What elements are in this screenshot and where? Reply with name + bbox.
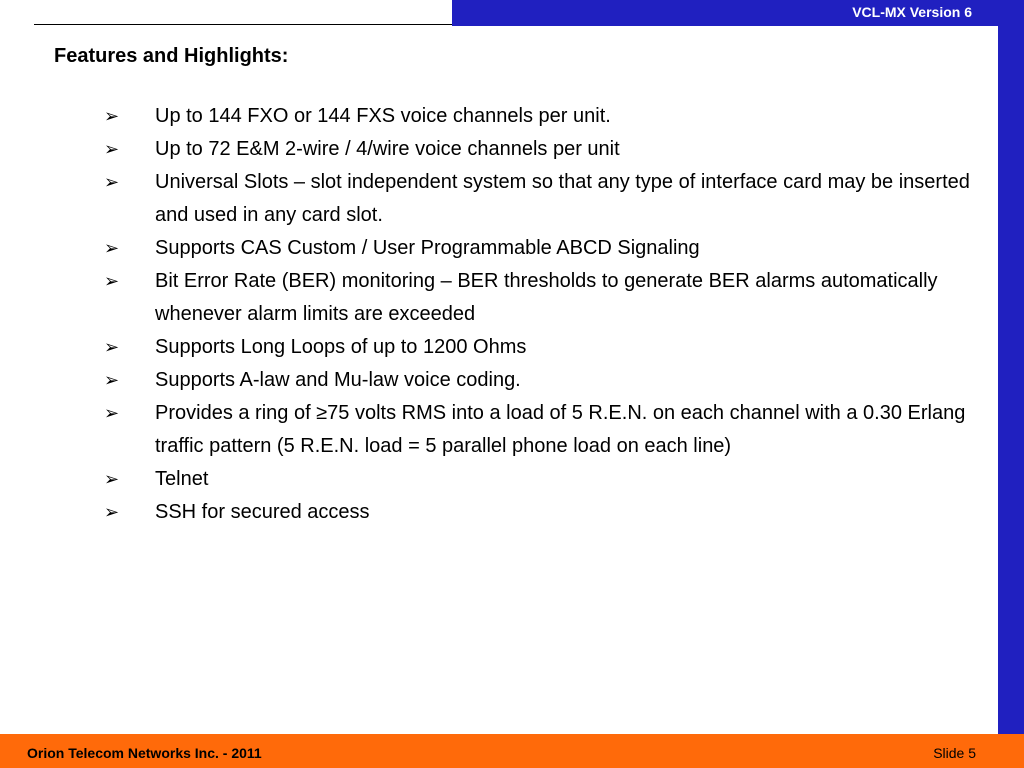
list-item-text: Supports A-law and Mu-law voice coding. bbox=[155, 369, 521, 391]
arrow-bullet-icon: ➢ bbox=[104, 172, 120, 192]
list-item-text: Supports CAS Custom / User Programmable ABCD Signaling bbox=[155, 237, 700, 259]
list-item bbox=[104, 331, 974, 364]
list-item bbox=[104, 166, 974, 232]
header-title: VCL-MX Version 6 bbox=[852, 4, 972, 20]
list-item-text: Provides a ring of ≥75 volts RMS into a load of 5 R.E.N. on each channel with a 0.30 Erlang traffic pattern (5 R.E.N. load = 5 parallel phone load on each line) bbox=[155, 402, 966, 457]
list-item-text: SSH for secured access bbox=[155, 501, 370, 523]
list-item-text: Supports Long Loops of up to 1200 Ohms bbox=[155, 336, 527, 358]
arrow-bullet-icon: ➢ bbox=[104, 370, 120, 390]
list-item-text: Telnet bbox=[155, 468, 209, 490]
list-item bbox=[104, 133, 974, 166]
arrow-bullet-icon: ➢ bbox=[104, 106, 120, 126]
slide-number: Slide 5 bbox=[933, 745, 976, 761]
arrow-bullet-icon: ➢ bbox=[104, 469, 120, 489]
arrow-bullet-icon: ➢ bbox=[104, 271, 120, 291]
list-item bbox=[104, 265, 974, 331]
list-item bbox=[104, 232, 974, 265]
header-divider bbox=[34, 24, 454, 25]
list-item-text: Up to 144 FXO or 144 FXS voice channels per unit. bbox=[155, 105, 611, 127]
arrow-bullet-icon: ➢ bbox=[104, 502, 120, 522]
footer-band bbox=[0, 734, 1024, 768]
list-item-text: Up to 72 E&M 2-wire / 4/wire voice channels per unit bbox=[155, 138, 620, 160]
arrow-bullet-icon: ➢ bbox=[104, 403, 120, 423]
arrow-bullet-icon: ➢ bbox=[104, 238, 120, 258]
list-item bbox=[104, 496, 974, 529]
list-item bbox=[104, 463, 974, 496]
list-item bbox=[104, 364, 974, 397]
list-item bbox=[104, 397, 974, 463]
arrow-bullet-icon: ➢ bbox=[104, 337, 120, 357]
feature-list bbox=[104, 100, 974, 529]
arrow-bullet-icon: ➢ bbox=[104, 139, 120, 159]
side-band bbox=[998, 0, 1024, 734]
slide-heading: Features and Highlights: bbox=[54, 45, 289, 67]
list-item bbox=[104, 100, 974, 133]
list-item-text: Universal Slots – slot independent system so that any type of interface card may be inserted and used in any card slot. bbox=[155, 171, 970, 226]
footer-company: Orion Telecom Networks Inc. - 2011 bbox=[27, 745, 262, 761]
header-band bbox=[452, 0, 998, 26]
list-item-text: Bit Error Rate (BER) monitoring – BER thresholds to generate BER alarms automatically whenever alarm limits are exceeded bbox=[155, 270, 938, 325]
